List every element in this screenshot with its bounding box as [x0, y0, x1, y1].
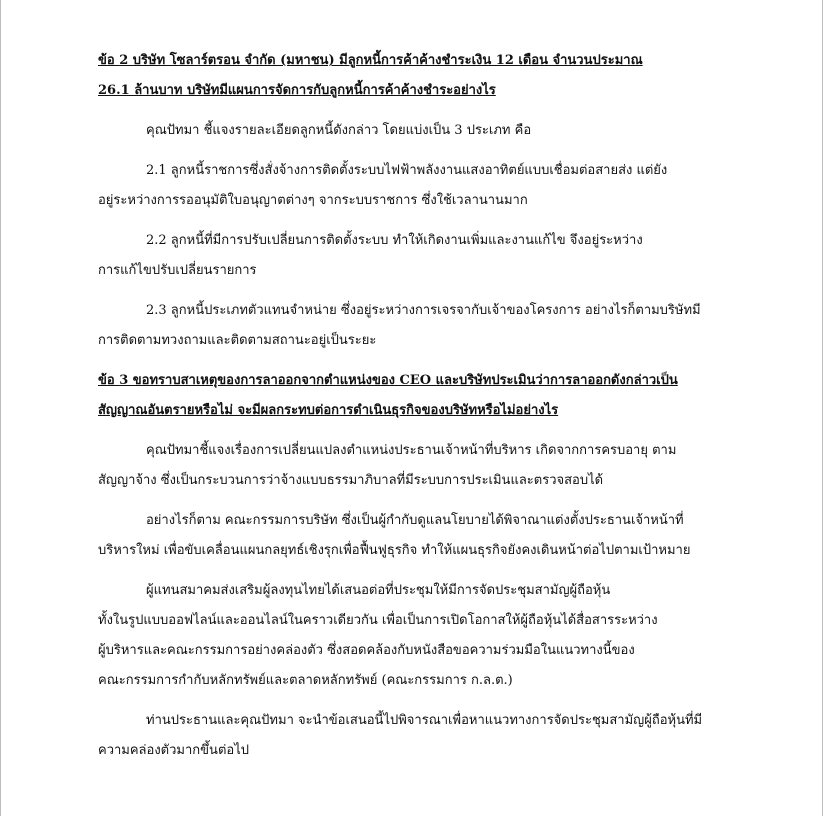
section-2-heading-line-2: 26.1 ล้านบาท บริษัทมีแผนการจัดการกับลูกหนี้การค้าค้างชำระอย่างไร: [98, 83, 496, 98]
paragraph-line: อย่างไรก็ตาม คณะกรรมการบริษัท ซึ่งเป็นผู้กำกับดูแลนโยบายได้พิจาณาแต่งตั้งประธานเจ้าหน้าที่: [146, 513, 684, 528]
paragraph-line: คุณปัทมา ชี้แจงรายละเอียดลูกหนี้ดังกล่าว โดยแบ่งเป็น 3 ประเภท คือ: [146, 123, 532, 138]
section-2-heading-line-1: ข้อ 2 บริษัท โซลาร์ตรอน จำกัด (มหาชน) มีลูกหนี้การค้าค้างชำระเงิน 12 เดือน จำนวนประมาณ: [98, 53, 643, 68]
paragraph: [98, 296, 728, 356]
paragraph-line: ผู้แทนสมาคมส่งเสริมผู้ลงทุนไทยได้เสนอต่อที่ประชุมให้มีการจัดประชุมสามัญผู้ถือหุ้น: [146, 583, 611, 598]
paragraph-line: ความคล่องตัวมากขึ้นต่อไป: [98, 743, 249, 758]
paragraph-line: คุณปัทมาชี้แจงเรื่องการเปลี่ยนแปลงตำแหน่งประธานเจ้าหน้าที่บริหาร เกิดจากการครบอายุ ตาม: [146, 443, 677, 458]
paragraph-line: คณะกรรมการกำกับหลักทรัพย์และตลาดหลักทรัพย์ (คณะกรรมการ ก.ล.ต.): [98, 673, 513, 688]
paragraph-line: การแก้ไขปรับเปลี่ยนรายการ: [98, 263, 257, 278]
paragraph-line: อยู่ระหว่างการรออนุมัติใบอนุญาตต่างๆ จากระบบราชการ ซึ่งใช้เวลานานมาก: [98, 193, 528, 208]
paragraph-line: 2.1 ลูกหนี้ราชการซึ่งสั่งจ้างการติดตั้งระบบไฟฟ้าพลังงานแสงอาทิตย์แบบเชื่อมต่อสายส่ง แต่ยัง: [146, 163, 668, 178]
paragraph: [98, 576, 728, 696]
section-3-heading-line-2: สัญญาณอันตรายหรือไม่ จะมีผลกระทบต่อการดำเนินธุรกิจของบริษัทหรือไม่อย่างไร: [98, 403, 559, 418]
paragraph: [98, 436, 728, 496]
paragraph: [98, 156, 728, 216]
paragraph: [98, 506, 728, 566]
section-3: [98, 366, 728, 766]
paragraph-line: ทั้งในรูปแบบออฟไลน์และออนไลน์ในคราวเดียวกัน เพื่อเป็นการเปิดโอกาสให้ผู้ถือหุ้นได้สื่อสารระหว่าง: [98, 613, 658, 628]
page-edge-left: [0, 0, 1, 816]
paragraph-line: 2.3 ลูกหนี้ประเภทตัวแทนจำหน่าย ซึ่งอยู่ระหว่างการเจรจากับเจ้าของโครงการ อย่างไรก็ตามบริษัทมี: [146, 303, 701, 318]
paragraph: [98, 116, 728, 146]
paragraph-line: 2.2 ลูกหนี้ที่มีการปรับเปลี่ยนการติดตั้งระบบ ทำให้เกิดงานเพิ่มและงานแก้ไข จึงอยู่ระหว่าง: [146, 233, 643, 248]
document-body: [98, 46, 728, 766]
paragraph-line: ท่านประธานและคุณปัทมา จะนำข้อเสนอนี้ไปพิจารณาเพื่อหาแนวทางการจัดประชุมสามัญผู้ถือหุ้นที่มี: [146, 713, 703, 728]
paragraph-line: สัญญาจ้าง ซึ่งเป็นกระบวนการว่าจ้างแบบธรรมาภิบาลที่มีระบบการประเมินและตรวจสอบได้: [98, 473, 604, 488]
section-2: [98, 46, 728, 356]
paragraph: [98, 706, 728, 766]
section-3-heading-line-1: ข้อ 3 ขอทราบสาเหตุของการลาออกจากตำแหน่งของ CEO และบริษัทประเมินว่าการลาออกดังกล่าวเป็น: [98, 373, 678, 388]
paragraph-line: การติดตามทวงถามและติดตามสถานะอยู่เป็นระยะ: [98, 333, 377, 348]
paragraph-line: ผู้บริหารและคณะกรรมการอย่างคล่องตัว ซึ่งสอดคล้องกับหนังสือขอความร่วมมือในแนวทางนี้ของ: [98, 643, 635, 658]
paragraph-line: บริหารใหม่ เพื่อขับเคลื่อนแผนกลยุทธ์เชิงรุกเพื่อฟื้นฟูธุรกิจ ทำให้แผนธุรกิจยังคงเดินหน้าต่อไปตามเป้าหมาย: [98, 543, 691, 558]
paragraph: [98, 226, 728, 286]
